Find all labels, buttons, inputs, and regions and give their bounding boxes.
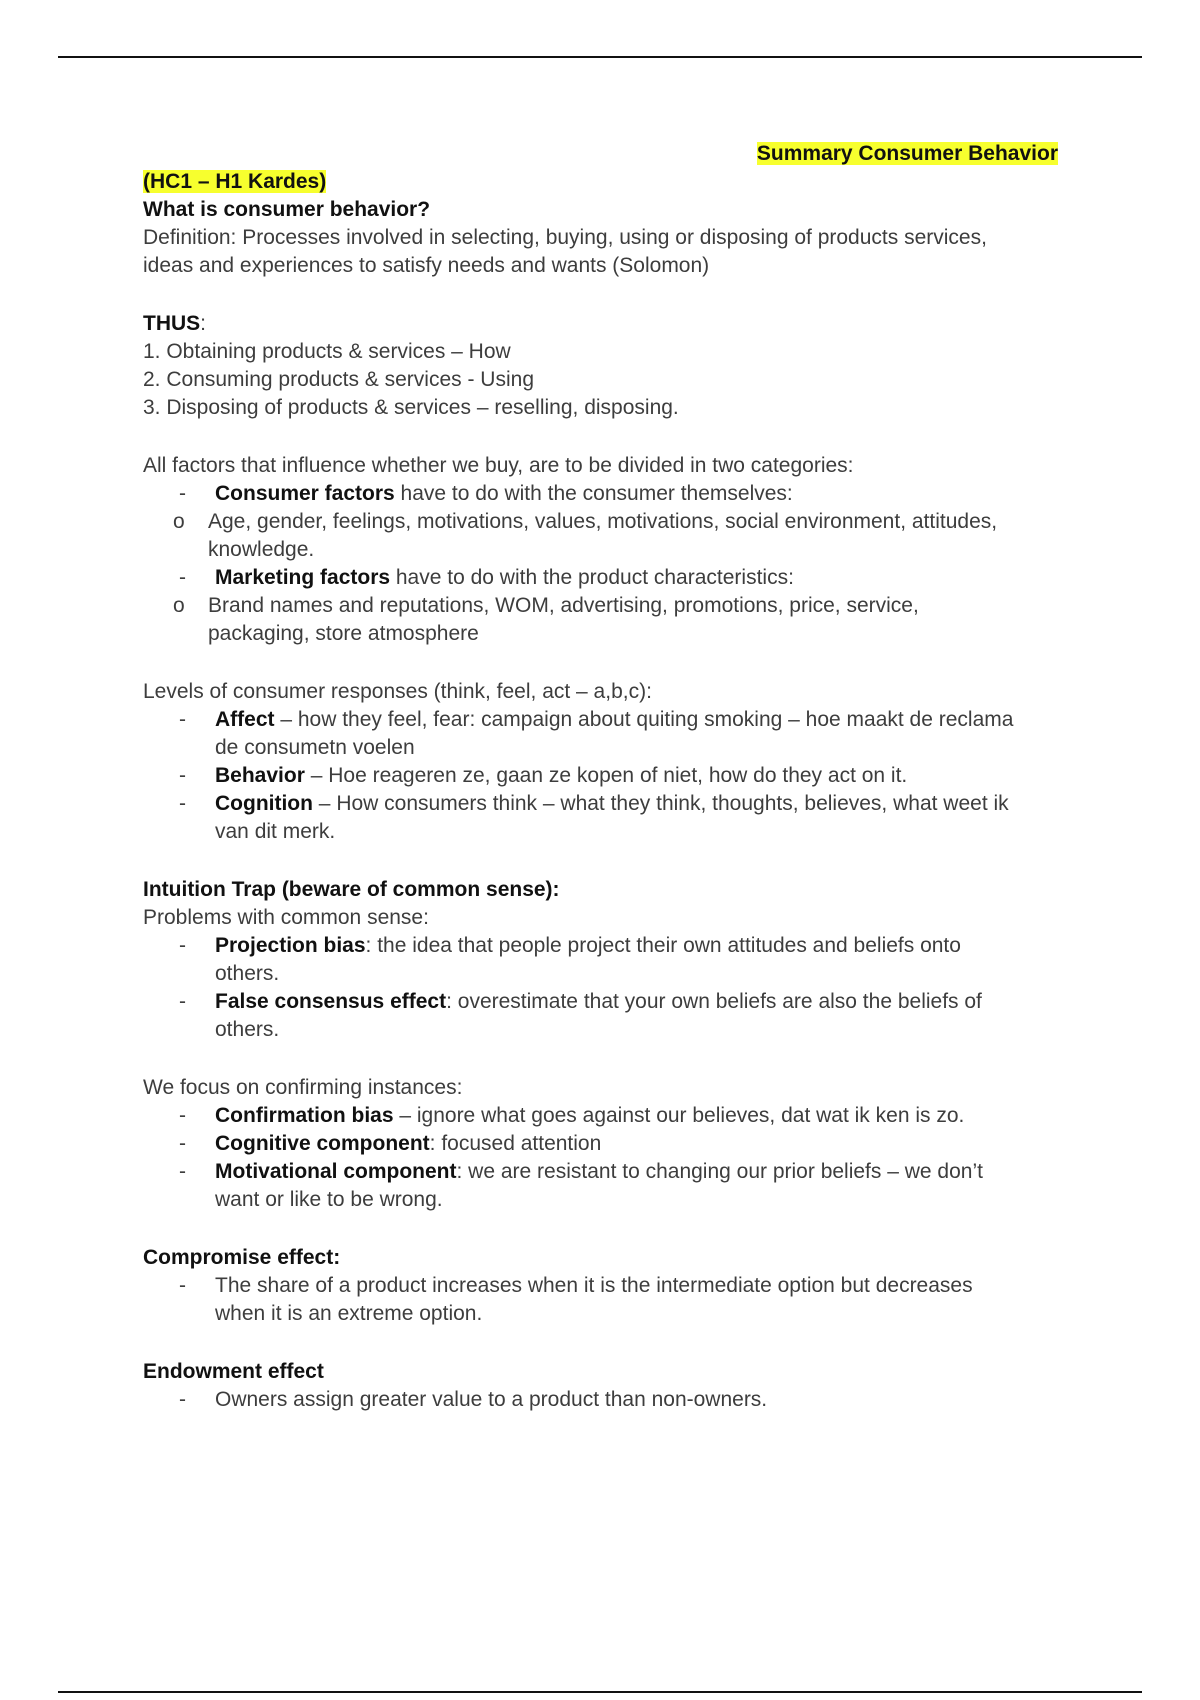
thus-item: 2. Consuming products & services - Using: [143, 368, 534, 391]
list-item: - The share of a product increases when it is the intermediate option but decreases when it is an extreme option.: [179, 1274, 973, 1325]
factors-intro: All factors that influence whether we buy, are to be divided in two categories:: [143, 454, 854, 477]
dash-marker: -: [179, 1160, 186, 1183]
dash-marker: -: [179, 708, 186, 731]
dash-marker: -: [179, 990, 186, 1013]
document-page: [143, 140, 1058, 1414]
definition-line: Definition: Processes involved in selecting, buying, using or disposing of products services,: [143, 226, 987, 249]
source-tag: (HC1 – H1 Kardes): [143, 170, 327, 193]
section-heading-what-is: What is consumer behavior?: [143, 198, 431, 221]
doc-title: Summary Consumer Behavior: [756, 142, 1058, 165]
section-heading-intuition: Intuition Trap (beware of common sense):: [143, 878, 560, 901]
thus-item: 3. Disposing of products & services – reselling, disposing.: [143, 396, 679, 419]
dash-marker: -: [179, 792, 186, 815]
dash-marker: -: [179, 1274, 186, 1297]
section-heading-endowment: Endowment effect: [143, 1360, 324, 1383]
section-heading-compromise: Compromise effect:: [143, 1246, 341, 1269]
footer-rule: [58, 1691, 1142, 1693]
definition-line: ideas and experiences to satisfy needs and wants (Solomon): [143, 254, 710, 277]
confirming-intro: We focus on confirming instances:: [143, 1076, 463, 1099]
dash-marker: -: [179, 1388, 186, 1411]
dash-marker: -: [179, 1104, 186, 1127]
list-item: - Marketing factors have to do with the product characteristics:: [143, 564, 1058, 592]
list-item: - Cognitive component: focused attention: [143, 1130, 1058, 1158]
list-item: - Projection bias: the idea that people project their own attitudes and beliefs onto others.: [179, 934, 961, 985]
dash-marker: -: [179, 1132, 186, 1155]
list-item: - Consumer factors have to do with the consumer themselves:: [143, 480, 1058, 508]
list-item: - Behavior – Hoe reageren ze, gaan ze kopen of niet, how do they act on it.: [143, 762, 1058, 790]
list-item: - Owners assign greater value to a product than non-owners.: [143, 1386, 1058, 1414]
list-item: - Confirmation bias – ignore what goes against our believes, dat wat ik ken is zo.: [143, 1102, 1058, 1130]
circle-marker: o: [173, 510, 185, 533]
list-item: o Age, gender, feelings, motivations, values, motivations, social environment, attitudes, knowledge.: [173, 510, 998, 561]
dash-marker: -: [179, 764, 186, 787]
dash-marker: -: [179, 934, 186, 957]
circle-marker: o: [173, 594, 185, 617]
list-item: - Motivational component: we are resistant to changing our prior beliefs – we don’t want or like to be wrong.: [179, 1160, 983, 1211]
intuition-intro: Problems with common sense:: [143, 906, 429, 929]
list-item: - False consensus effect: overestimate that your own beliefs are also the beliefs of others.: [179, 990, 982, 1041]
list-item: o Brand names and reputations, WOM, advertising, promotions, price, service, packaging, store atmosphere: [173, 594, 919, 645]
thus-item: 1. Obtaining products & services – How: [143, 340, 511, 363]
list-item: - Cognition – How consumers think – what they think, thoughts, believes, what weet ik van dit merk.: [179, 792, 1009, 843]
levels-intro: Levels of consumer responses (think, feel, act – a,b,c):: [143, 680, 652, 703]
thus-label: THUS:: [143, 312, 207, 335]
dash-marker: -: [179, 566, 186, 589]
list-item: - Affect – how they feel, fear: campaign about quiting smoking – hoe maakt de reclama de consumetn voelen: [179, 708, 1014, 759]
header-rule: [58, 56, 1142, 58]
dash-marker: -: [179, 482, 186, 505]
